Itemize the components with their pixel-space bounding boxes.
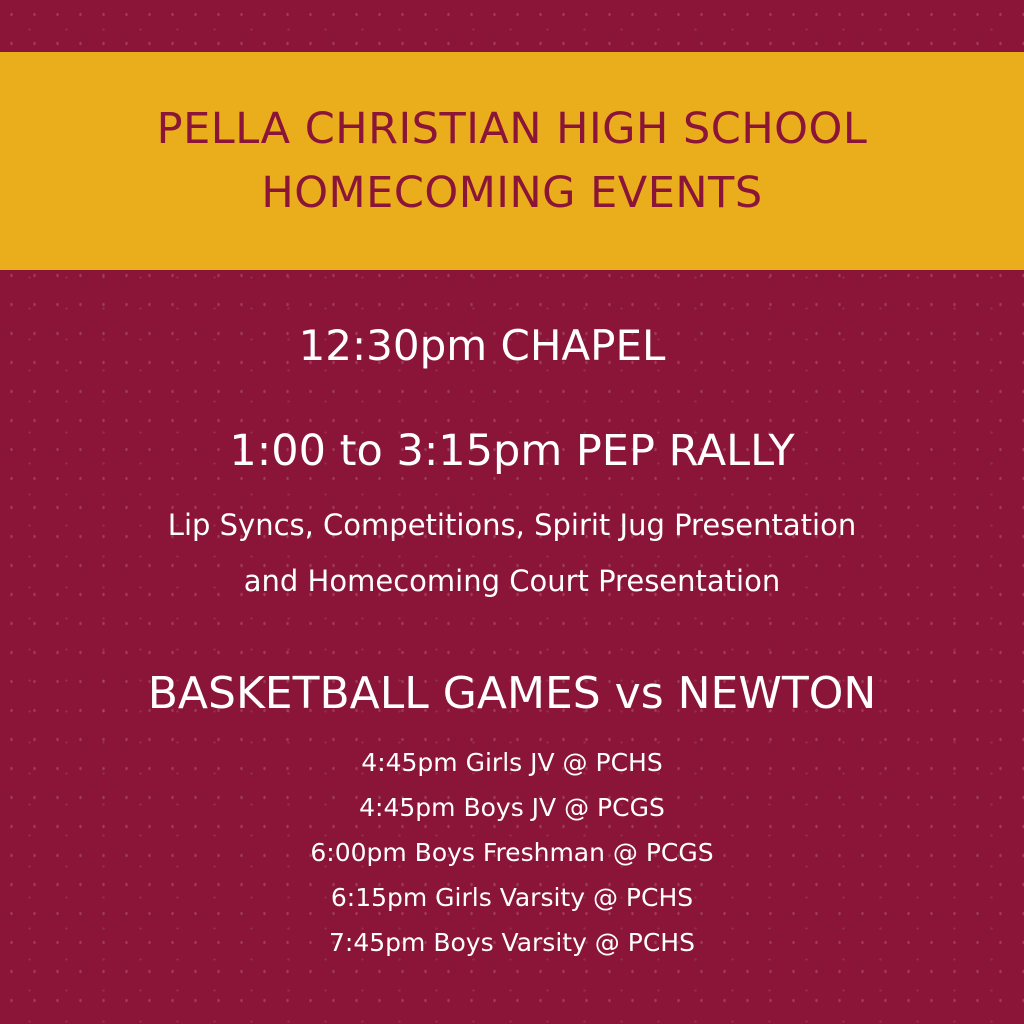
game-schedule	[0, 740, 1024, 965]
title-banner	[0, 52, 1024, 270]
banner-title-line-1: PELLA CHRISTIAN HIGH SCHOOL	[156, 104, 868, 154]
banner-title-line-2: HOMECOMING EVENTS	[261, 168, 763, 218]
pep-rally-event: 1:00 to 3:15pm PEP RALLY	[229, 426, 795, 476]
game-item: 4:45pm Girls JV @ PCHS	[361, 748, 663, 777]
basketball-heading: BASKETBALL GAMES vs NEWTON	[147, 668, 877, 719]
game-item: 7:45pm Boys Varsity @ PCHS	[329, 928, 695, 957]
chapel-event: 12:30pm CHAPEL	[298, 321, 666, 370]
game-item: 6:15pm Girls Varsity @ PCHS	[330, 883, 694, 912]
pep-rally-description-line-1: Lip Syncs, Competitions, Spirit Jug Presentation	[167, 508, 857, 542]
pep-rally-description-line-2: and Homecoming Court Presentation	[243, 564, 781, 598]
game-item: 4:45pm Boys JV @ PCGS	[359, 793, 665, 822]
game-item: 6:00pm Boys Freshman @ PCGS	[310, 838, 714, 867]
